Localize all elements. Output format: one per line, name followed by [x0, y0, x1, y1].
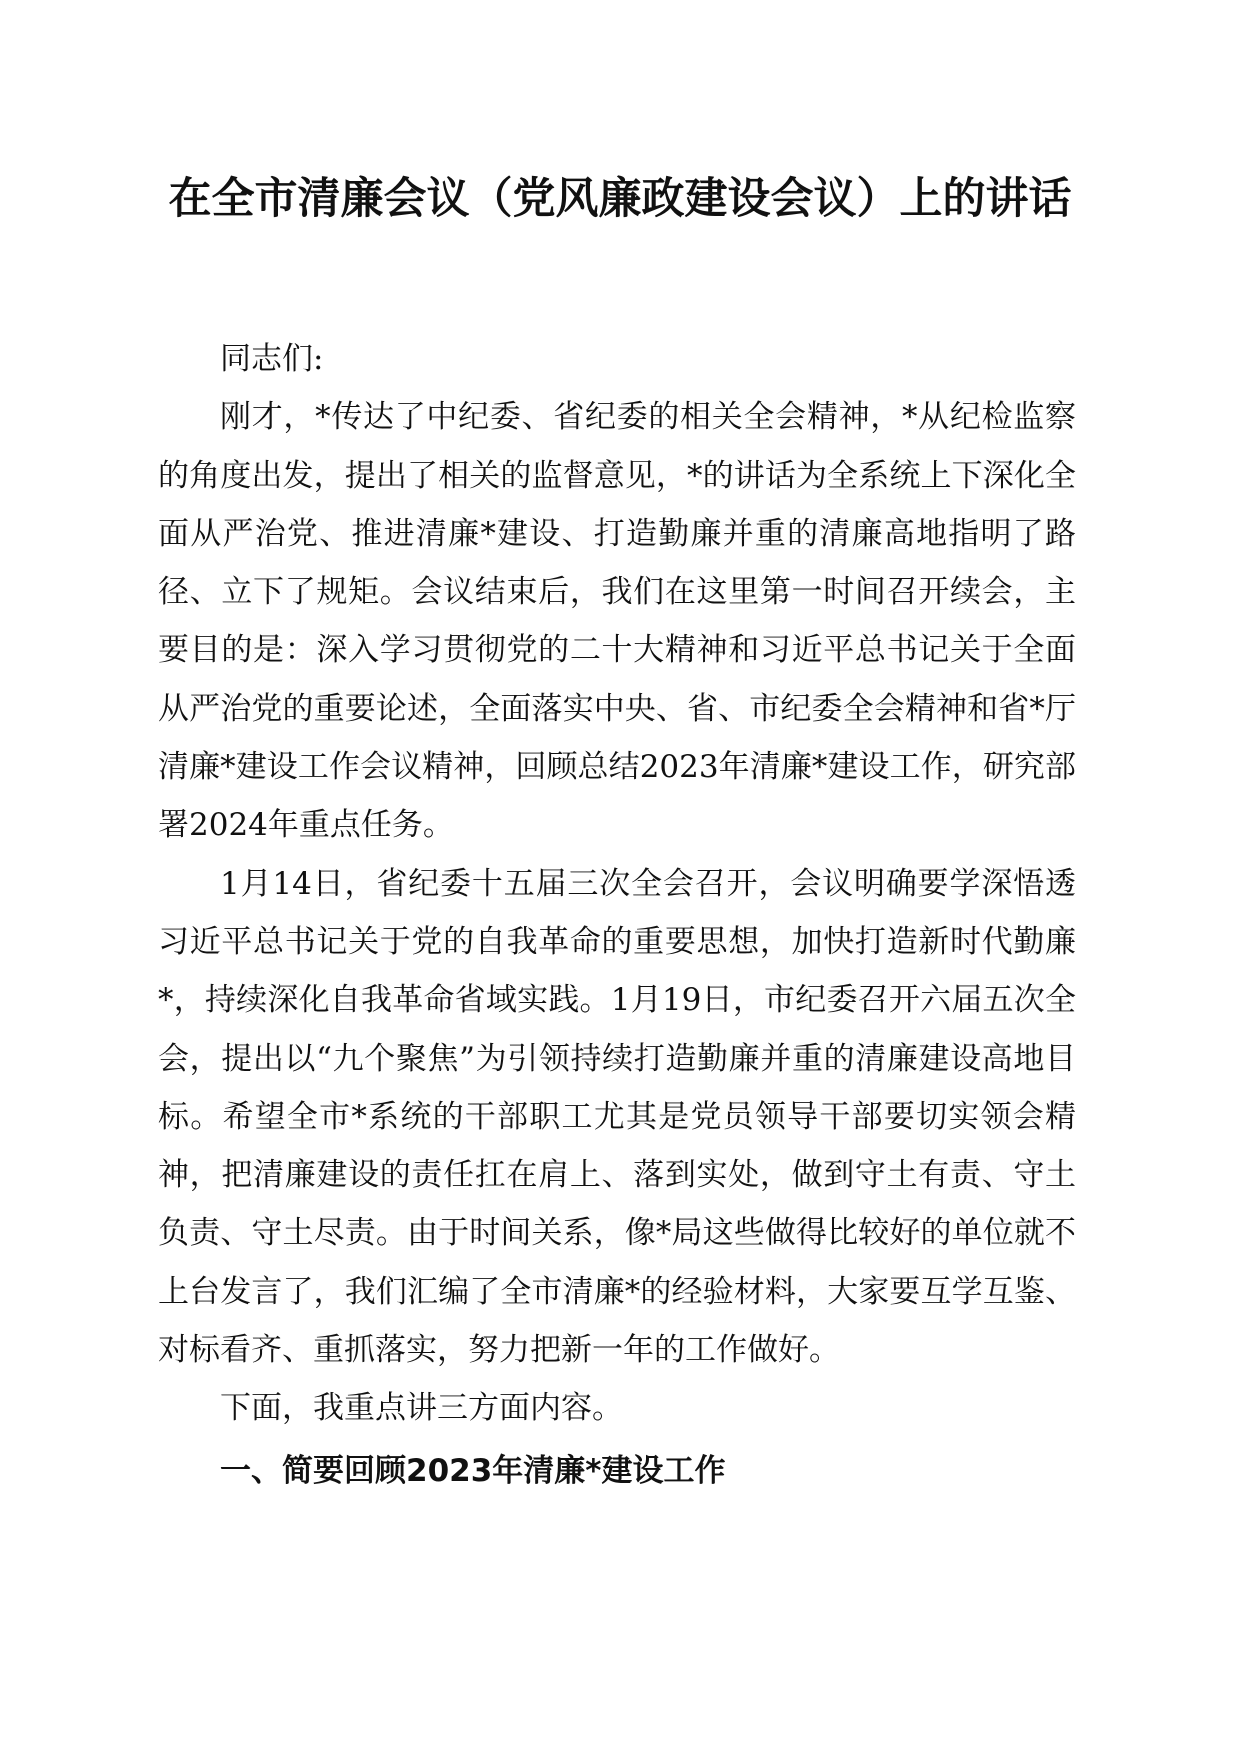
body-paragraph: 下面，我重点讲三方面内容。 — [220, 1390, 623, 1427]
salutation: 同志们: — [220, 341, 324, 377]
body-paragraph: 刚才，*传达了中纪委、省纪委的相关全会精神，*从纪检监察的角度出发，提出了相关的监督意见，*的讲话为全系统上下深化全面从严治党、推进清廉*建设、打造勤廉并重的清廉高地指明了路径、立下了规矩。会议结束后，我们在这里第一时间召开续会，主要目的是：深入学习贯彻党的二十大精神和习近平总书记关于全面从严治党的重要论述，全面落实中央、省、市纪委全会精神和省*厅清廉*建设工作会议精神，回顾总结2023年清廉*建设工作，研究部署2024年重点任务。 — [158, 399, 1076, 844]
body-paragraph: 1月14日，省纪委十五届三次全会召开，会议明确要学深悟透习近平总书记关于党的自我革命的重要思想，加快打造新时代勤廉*，持续深化自我革命省域实践。1月19日，市纪委召开六届五次全会，提出以“九个聚焦”为引领持续打造勤廉并重的清廉建设高地目标。希望全市*系统的干部职工尤其是党员领导干部要切实领会精神，把清廉建设的责任扛在肩上、落到实处，做到守土有责、守土负责、守土尽责。由于时间关系，像*局这些做得比较好的单位就不上台发言了，我们汇编了全市清廉*的经验材料，大家要互学互鉴、对标看齐、重抓落实，努力把新一年的工作做好。 — [158, 865, 1076, 1369]
document-body — [158, 330, 1076, 1500]
section-heading: 一、简要回顾2023年清廉*建设工作 — [220, 1452, 726, 1489]
document-title: 在全市清廉会议（党风廉政建设会议）上的讲话 — [168, 174, 1072, 224]
